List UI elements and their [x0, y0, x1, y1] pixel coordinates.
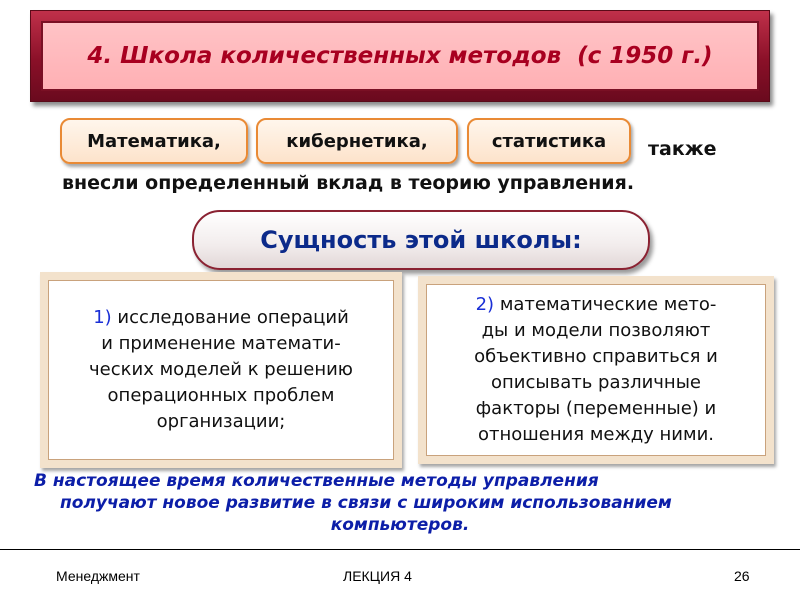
- point-2-line: факторы (переменные) и: [475, 398, 717, 419]
- point-1-line: организации;: [156, 411, 286, 432]
- point-2-content: [426, 284, 766, 456]
- essence-heading-text: Сущность этой школы:: [260, 226, 582, 254]
- conclusion-line: получают новое развитие в связи с широким использованием: [60, 493, 672, 513]
- point-1-line: исследование операций: [117, 307, 349, 328]
- conclusion-line: В настоящее время количественные методы управления: [34, 471, 599, 491]
- pill-statistics: [467, 118, 631, 164]
- footer-lecture: ЛЕКЦИЯ 4: [343, 568, 412, 584]
- pill-cybernetics-label: кибернетика,: [286, 130, 428, 152]
- conclusion-line: компьютеров.: [330, 515, 470, 535]
- footer-page-number: 26: [734, 568, 750, 584]
- point-1-line: и применение математи-: [101, 333, 341, 354]
- point-2-line: описывать различные: [491, 372, 701, 393]
- point-1-line: ческих моделей к решению: [89, 359, 353, 380]
- point-1-number: 1): [93, 307, 112, 328]
- slide-title: 4. Школа количественных методов (с 1950 г.): [87, 43, 713, 69]
- title-banner: [30, 10, 770, 102]
- pill-mathematics: [60, 118, 248, 164]
- point-1-content: [48, 280, 394, 460]
- contribution-text: внесли определенный вклад в теорию управления.: [62, 172, 635, 194]
- conclusion-text: [34, 470, 766, 536]
- pill-cybernetics: [256, 118, 458, 164]
- pill-statistics-label: статистика: [491, 130, 607, 152]
- title-banner-inner: [41, 21, 759, 91]
- footer-divider: [0, 549, 800, 550]
- also-text: также: [648, 138, 717, 160]
- point-2-line: отношения между ними.: [478, 424, 714, 445]
- pill-mathematics-label: Математика,: [87, 130, 221, 152]
- essence-heading: [192, 210, 650, 270]
- footer-course: Менеджмент: [56, 568, 140, 584]
- point-2-line: объективно справиться и: [474, 346, 718, 367]
- point-2-number: 2): [475, 294, 495, 315]
- point-2-box: [418, 276, 774, 464]
- point-2-line: ды и модели позволяют: [481, 320, 711, 341]
- point-1-line: операционных проблем: [107, 385, 335, 406]
- point-1-box: [40, 272, 402, 468]
- point-2-line: математические мето-: [499, 294, 717, 315]
